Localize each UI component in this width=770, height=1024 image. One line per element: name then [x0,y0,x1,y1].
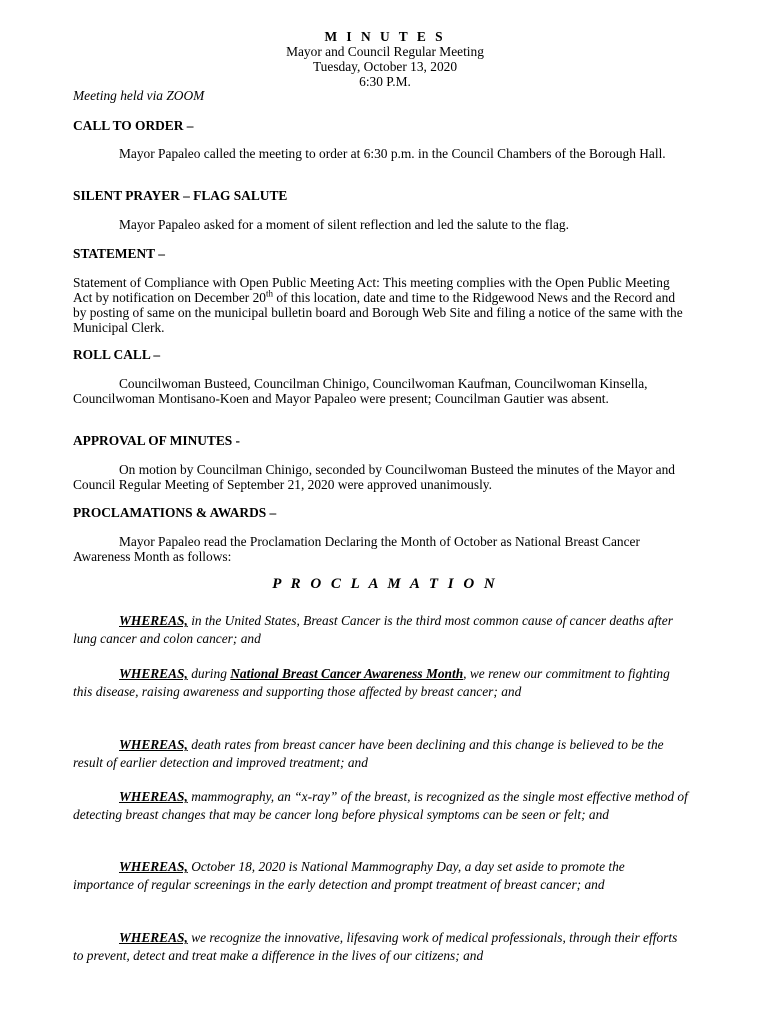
roll-call-text: Councilwoman Busteed, Councilman Chinigo, Councilwoman Kaufman, Councilwoman Kinsella, Councilwoman Montisano-Koen and Mayor Papaleo were present; Councilman Gautier was absent. [73,376,648,406]
statement-text-b: of this location, date and time to the Ridgewood News and the Record and by posting of same on the municipal bulletin board and Borough Web Site and filing a notice of the same with the Municipal Clerk. [73,290,683,335]
meeting-venue: Meeting held via ZOOM [73,88,205,103]
roll-call-heading: ROLL CALL – [73,347,161,362]
whereas-text: we recognize the innovative, lifesaving work of medical professionals, through their efforts to prevent, detect and treat make a difference in the lives of our citizens; and [73,930,678,963]
whereas-clause [73,736,688,771]
statement-sup: th [266,288,274,299]
whereas-text: in the United States, Breast Cancer is the third most common cause of cancer deaths after lung cancer and colon cancer; and [73,613,673,646]
meeting-time: 6:30 P.M. [359,74,411,89]
whereas-clause [73,858,688,893]
proclamations-text: Mayor Papaleo read the Proclamation Declaring the Month of October as National Breast Cancer Awareness Month as follows: [73,534,640,564]
silent-prayer-text: Mayor Papaleo asked for a moment of silent reflection and led the salute to the flag. [119,217,569,232]
statement-text-a: Statement of Compliance with Open Public Meeting Act: This meeting complies with the Open Public Meeting Act by notification on December 20 [73,275,670,305]
whereas-pre: during [187,666,231,681]
whereas-emphasis: National Breast Cancer Awareness Month [230,666,464,681]
whereas-word: WHEREAS, [119,613,188,628]
whereas-word: WHEREAS, [119,859,188,874]
whereas-clause [73,929,688,964]
whereas-text: mammography, an “x-ray” of the breast, is recognized as the single most effective method of detecting breast changes that may be cancer long before physical symptoms can be seen or felt; and [73,789,688,822]
whereas-word: WHEREAS, [119,930,188,945]
call-to-order-text: Mayor Papaleo called the meeting to order at 6:30 p.m. in the Council Chambers of the Borough Hall. [119,146,666,161]
whereas-word: WHEREAS, [119,789,188,804]
whereas-text: , we renew our commitment to fighting this disease, raising awareness and supporting those affected by breast cancer; and [73,666,670,699]
statement-heading: STATEMENT – [73,246,165,261]
whereas-text: October 18, 2020 is National Mammography Day, a day set aside to promote the importance of regular screenings in the early detection and prompt treatment of breast cancer; and [73,859,625,892]
silent-prayer-heading: SILENT PRAYER – FLAG SALUTE [73,188,288,203]
document-title: M I N U T E S [324,29,446,44]
approval-text: On motion by Councilman Chinigo, seconded by Councilwoman Busteed the minutes of the Mayor and Council Regular Meeting of September 21, 2020 were approved unanimously. [73,462,676,492]
statement-text [73,275,688,335]
meeting-date: Tuesday, October 13, 2020 [312,59,458,74]
call-to-order-heading: CALL TO ORDER – [73,118,194,133]
meeting-name: Mayor and Council Regular Meeting [286,44,484,59]
whereas-clause [73,665,688,700]
whereas-word: WHEREAS, [119,737,188,752]
proclamation-title: P R O C L A M A T I O N [272,576,498,592]
whereas-clause [73,788,688,823]
whereas-clause [73,612,688,647]
approval-heading: APPROVAL OF MINUTES - [73,433,241,448]
whereas-text: death rates from breast cancer have been declining and this change is believed to be the result of earlier detection and improved treatment; and [73,737,664,770]
proclamations-heading: PROCLAMATIONS & AWARDS – [73,505,277,520]
whereas-word: WHEREAS, [119,666,188,681]
